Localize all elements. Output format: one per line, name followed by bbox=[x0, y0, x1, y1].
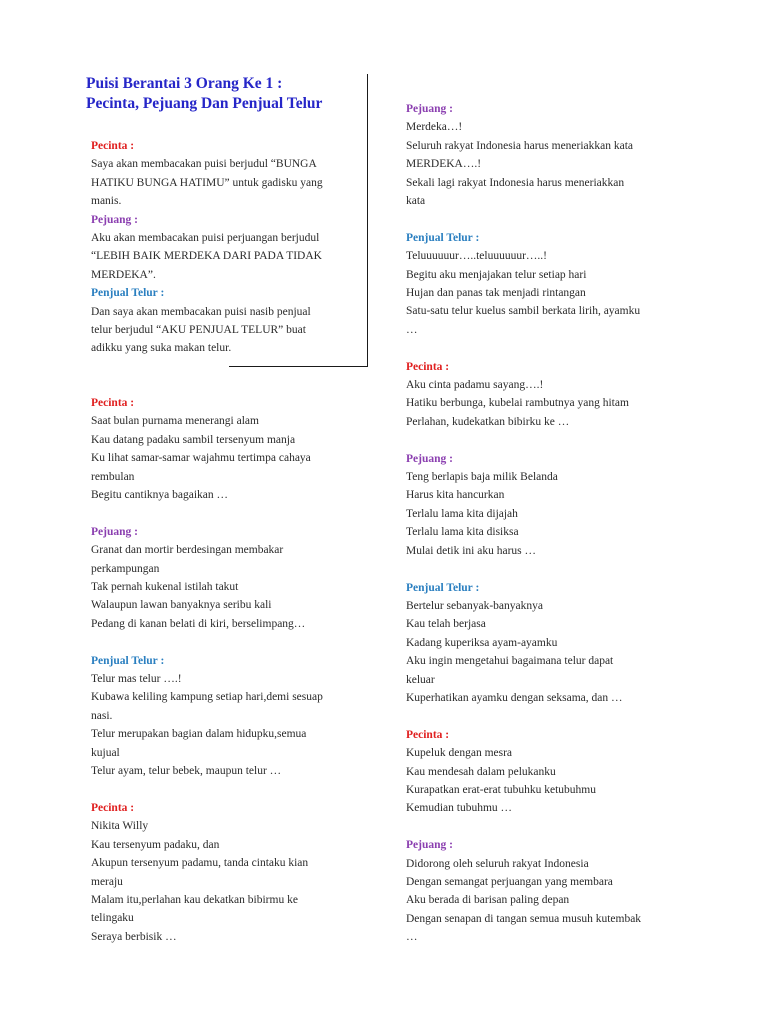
verse-line: Dan saya akan membacakan puisi nasib penjual bbox=[91, 305, 311, 318]
verse-line: Kemudian tubuhmu … bbox=[406, 802, 513, 815]
verse-line: Tak pernah kukenal istilah takut bbox=[91, 581, 239, 594]
verse-line: Malam itu,perlahan kau dekatkan bibirmu ke bbox=[91, 893, 298, 906]
verse-line: nasi. bbox=[91, 709, 113, 722]
verse-line: kujual bbox=[91, 746, 120, 759]
verse-line: meraju bbox=[91, 875, 123, 888]
title-line-2: Pecinta, Pejuang Dan Penjual Telur bbox=[86, 95, 323, 112]
speaker-label: Pecinta : bbox=[406, 360, 450, 373]
stanza bbox=[91, 284, 366, 358]
verse-line: Perlahan, kudekatkan bibirku ke … bbox=[406, 415, 570, 428]
verse-line: Harus kita hancurkan bbox=[406, 489, 505, 502]
verse-line: Pedang di kanan belati di kiri, berselimpang… bbox=[91, 617, 306, 630]
speaker-label: Pejuang : bbox=[406, 103, 453, 115]
stanza bbox=[91, 211, 366, 285]
verse-line: telingaku bbox=[91, 912, 134, 925]
verse-line: Telur merupakan bagian dalam hidupku,semua bbox=[91, 728, 307, 741]
verse-line: Kurapatkan erat-erat tubuhku ketubuhmu bbox=[406, 783, 597, 796]
speaker-label: Pejuang : bbox=[91, 525, 138, 538]
stanza bbox=[91, 523, 366, 633]
verse-line: Bertelur sebanyak-banyaknya bbox=[406, 599, 543, 612]
verse-line: Aku berada di barisan paling depan bbox=[406, 894, 570, 907]
speaker-label: Pecinta : bbox=[91, 801, 135, 814]
verse-line: “LEBIH BAIK MERDEKA DARI PADA TIDAK bbox=[91, 250, 322, 263]
verse-line: Walaupun lawan banyaknya seribu kali bbox=[91, 599, 272, 612]
verse-line: Dengan semangat perjuangan yang membara bbox=[406, 875, 613, 888]
stanza bbox=[406, 836, 696, 946]
stanza bbox=[406, 229, 696, 339]
speaker-label: Pejuang : bbox=[406, 452, 453, 465]
speaker-label: Pecinta : bbox=[406, 728, 450, 741]
verse-line: Mulai detik ini aku harus … bbox=[406, 544, 536, 557]
verse-line: Hujan dan panas tak menjadi rintangan bbox=[406, 287, 586, 300]
verse-line: Kau tersenyum padaku, dan bbox=[91, 838, 220, 851]
title-box-border-right bbox=[367, 74, 368, 367]
verse-line: Merdeka…! bbox=[406, 121, 463, 134]
verse-line: MERDEKA”. bbox=[91, 268, 156, 281]
verse-line: Begitu aku menjajakan telur setiap hari bbox=[406, 268, 587, 281]
speaker-label: Pejuang : bbox=[406, 839, 453, 852]
title-box-border-bottom bbox=[229, 366, 368, 367]
verse-line: Sekali lagi rakyat Indonesia harus meneriakkan bbox=[406, 176, 625, 189]
verse-line: Saya akan membacakan puisi berjudul “BUNGA bbox=[91, 158, 317, 171]
verse-line: Seraya berbisik … bbox=[91, 930, 177, 943]
verse-line: Kau datang padaku sambil tersenyum manja bbox=[91, 433, 296, 446]
stanza bbox=[91, 394, 366, 504]
verse-line: manis. bbox=[91, 195, 122, 208]
stanza bbox=[406, 358, 696, 432]
stanza bbox=[406, 579, 696, 708]
speaker-label: Pecinta : bbox=[91, 397, 135, 409]
verse-line: Kuperhatikan ayamku dengan seksama, dan … bbox=[406, 691, 623, 704]
poem-title bbox=[86, 74, 364, 114]
verse-line: keluar bbox=[406, 673, 435, 686]
verse-line: Aku ingin mengetahui bagaimana telur dapat bbox=[406, 655, 614, 668]
verse-line: Nikita Willy bbox=[91, 820, 149, 833]
stanza bbox=[91, 799, 366, 946]
verse-line: Granat dan mortir berdesingan membakar bbox=[91, 544, 284, 557]
speaker-label: Penjual Telur : bbox=[406, 231, 480, 244]
verse-line: Kupeluk dengan mesra bbox=[406, 747, 513, 760]
verse-line: Dengan senapan di tangan semua musuh kutembak bbox=[406, 912, 642, 925]
verse-line: Ku lihat samar-samar wajahmu tertimpa cahaya bbox=[91, 452, 311, 465]
stanza bbox=[91, 137, 366, 211]
speaker-label: Penjual Telur : bbox=[91, 287, 165, 300]
verse-line: Kau mendesah dalam pelukanku bbox=[406, 765, 556, 778]
verse-line: Hatiku berbunga, kubelai rambutnya yang hitam bbox=[406, 397, 629, 410]
title-line-1: Puisi Berantai 3 Orang Ke 1 : bbox=[86, 75, 283, 92]
verse-line: … bbox=[406, 323, 418, 336]
verse-line: Terlalu lama kita disiksa bbox=[406, 526, 519, 539]
verse-line: Teluuuuuur…..teluuuuuur…..! bbox=[406, 250, 548, 263]
verse-line: … bbox=[406, 931, 418, 944]
verse-line: Begitu cantiknya bagaikan … bbox=[91, 489, 229, 502]
verse-line: Telur mas telur ….! bbox=[91, 673, 182, 686]
intro-box bbox=[91, 137, 366, 358]
verse-line: telur berjudul “AKU PENJUAL TELUR” buat bbox=[91, 324, 306, 337]
left-column-stanzas bbox=[91, 394, 366, 946]
right-column-stanzas bbox=[406, 100, 696, 947]
verse-line: Akupun tersenyum padamu, tanda cintaku kian bbox=[91, 857, 309, 870]
verse-line: Terlalu lama kita dijajah bbox=[406, 507, 518, 520]
verse-line: Telur ayam, telur bebek, maupun telur … bbox=[91, 765, 282, 778]
stanza bbox=[406, 100, 696, 210]
verse-line: adikku yang suka makan telur. bbox=[91, 342, 232, 355]
speaker-label: Penjual Telur : bbox=[91, 654, 165, 667]
verse-line: Seluruh rakyat Indonesia harus meneriakkan kata bbox=[406, 139, 634, 152]
verse-line: MERDEKA….! bbox=[406, 158, 482, 171]
speaker-label: Penjual Telur : bbox=[406, 581, 480, 594]
stanza bbox=[406, 450, 696, 560]
verse-line: rembulan bbox=[91, 470, 135, 483]
verse-line: Kau telah berjasa bbox=[406, 618, 486, 631]
verse-line: Aku cinta padamu sayang….! bbox=[406, 379, 544, 392]
verse-line: perkampungan bbox=[91, 562, 160, 575]
speaker-label: Pecinta : bbox=[91, 140, 135, 152]
verse-line: Kubawa keliling kampung setiap hari,demi sesuap bbox=[91, 691, 323, 704]
speaker-label: Pejuang : bbox=[91, 213, 138, 226]
verse-line: Didorong oleh seluruh rakyat Indonesia bbox=[406, 857, 589, 870]
verse-line: kata bbox=[406, 195, 426, 208]
verse-line: Satu-satu telur kuelus sambil berkata lirih, ayamku bbox=[406, 305, 641, 318]
verse-line: Kadang kuperiksa ayam-ayamku bbox=[406, 636, 558, 649]
stanza bbox=[406, 726, 696, 818]
verse-line: Saat bulan purnama menerangi alam bbox=[91, 415, 259, 428]
stanza bbox=[91, 652, 366, 781]
verse-line: Aku akan membacakan puisi perjuangan berjudul bbox=[91, 232, 320, 245]
verse-line: HATIKU BUNGA HATIMU” untuk gadisku yang bbox=[91, 176, 323, 189]
verse-line: Teng berlapis baja milik Belanda bbox=[406, 471, 558, 484]
